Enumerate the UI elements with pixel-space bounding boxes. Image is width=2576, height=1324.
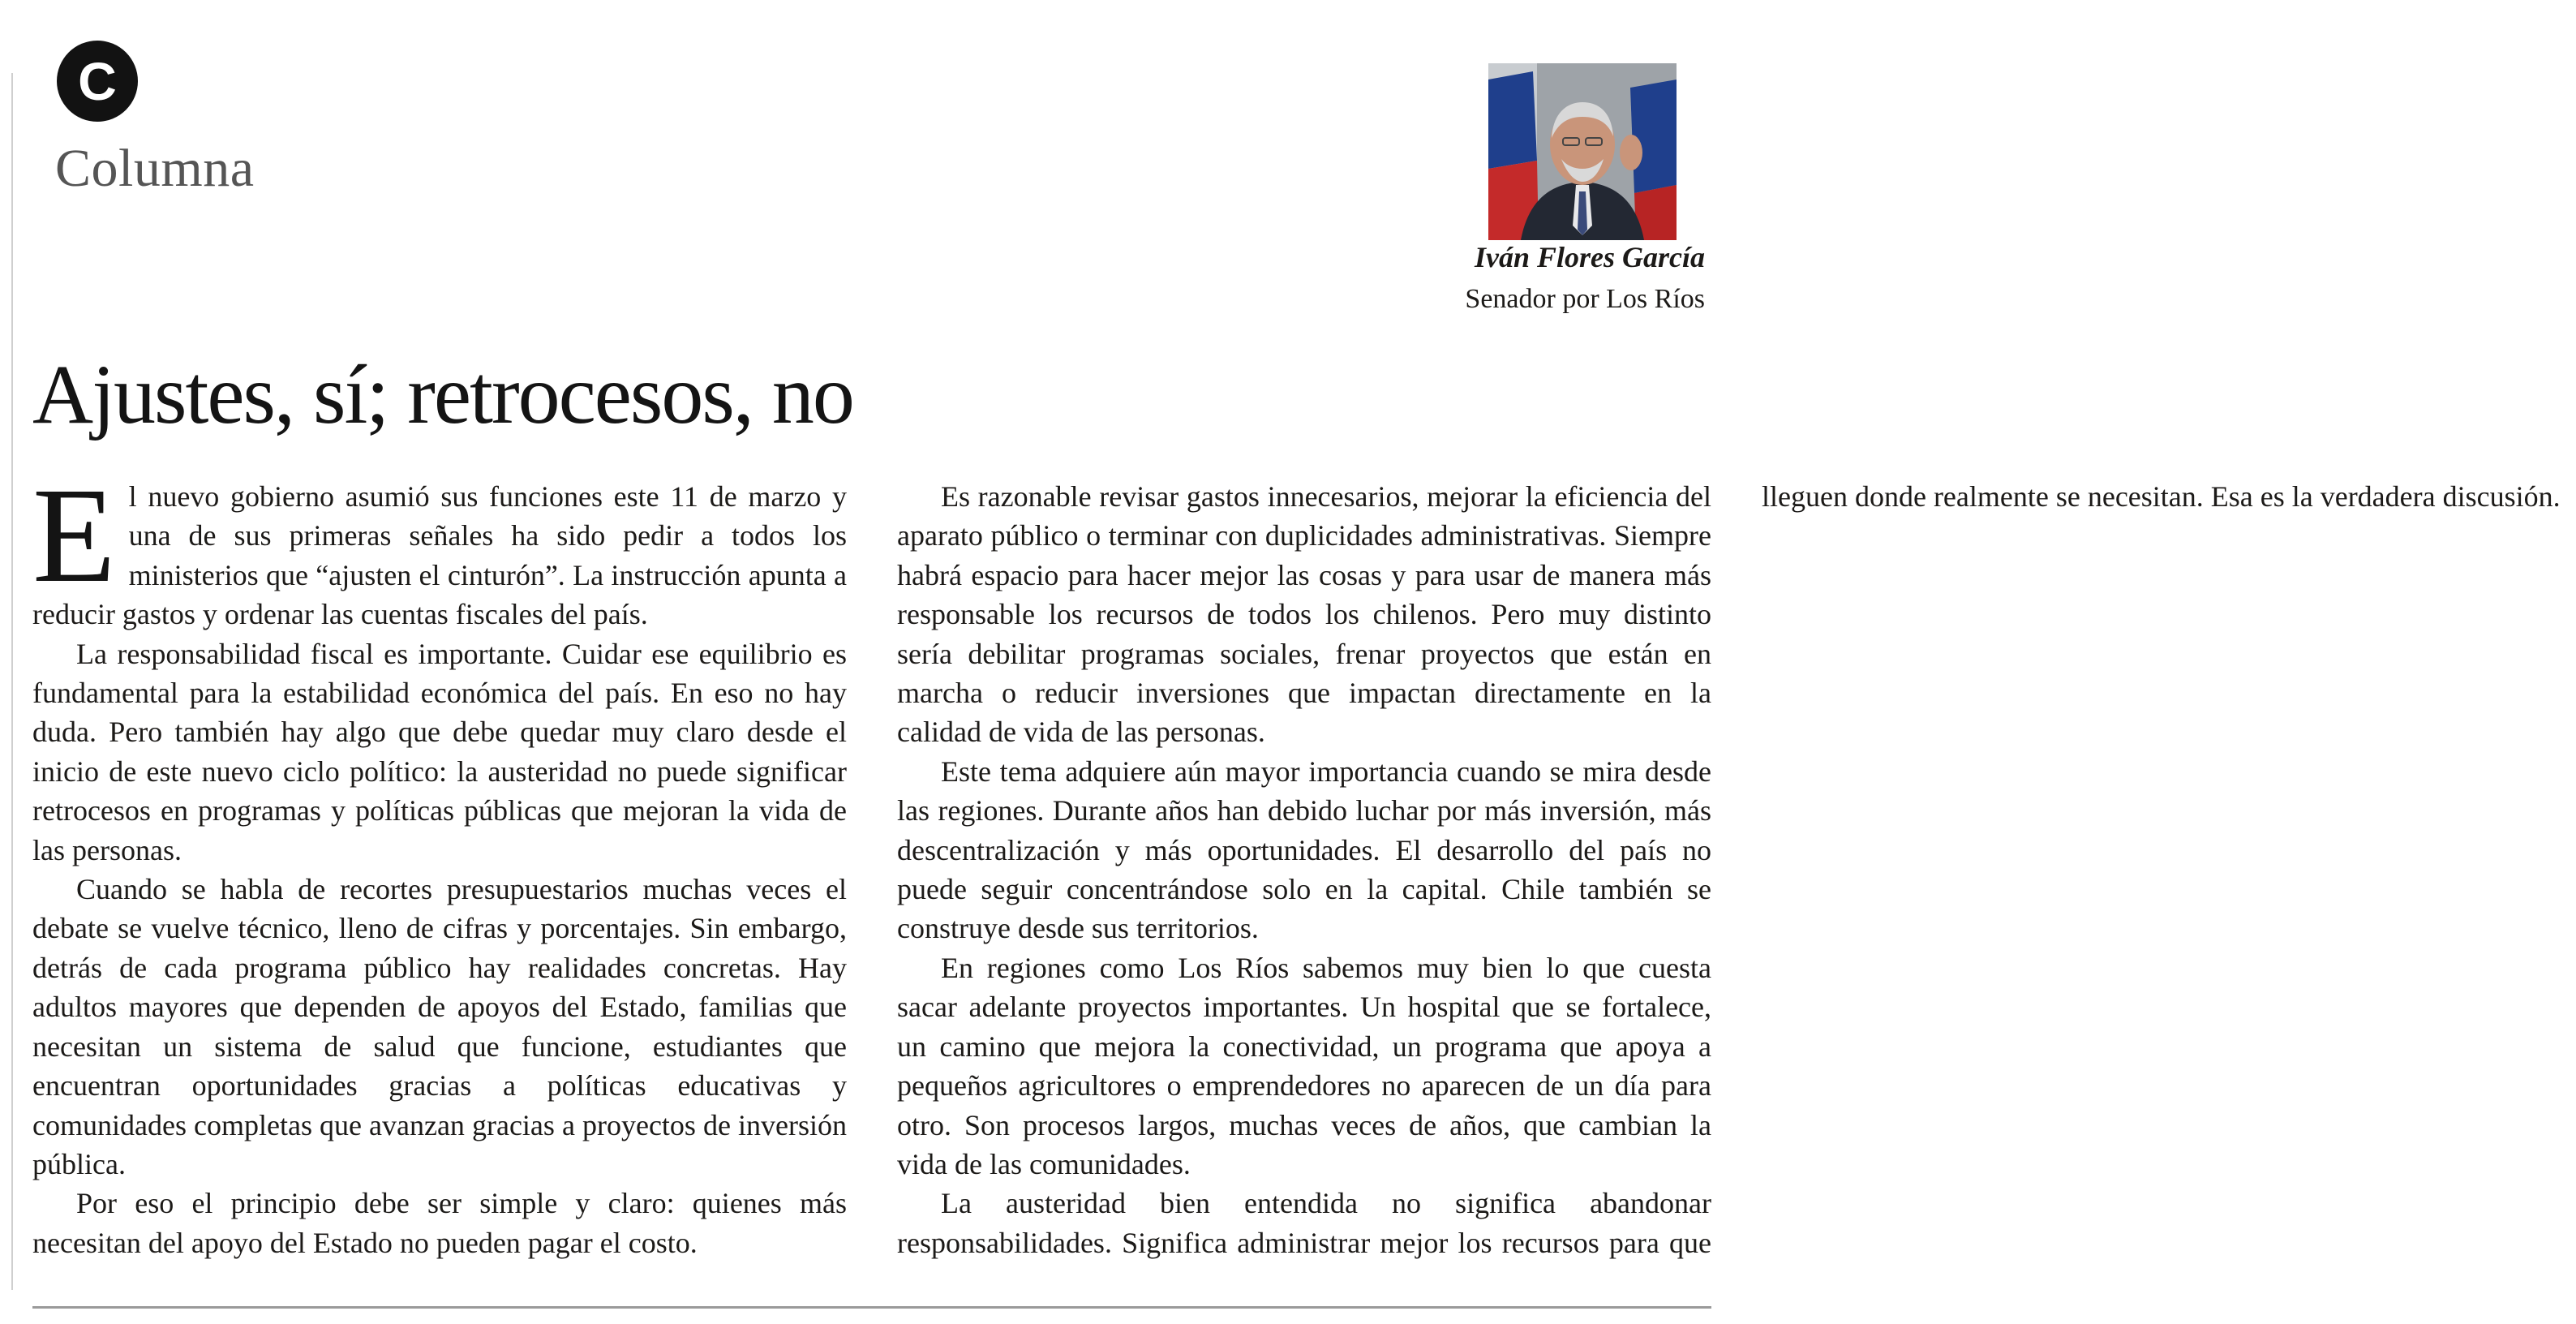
left-margin-rule (11, 73, 13, 1290)
article-paragraph: Cuando se habla de recortes presupuestarios muchas veces el debate se vuelve técnico, lleno de cifras y porcentajes. Sin embargo, detrás de cada programa público hay realidades concretas. Hay adultos mayores que dependen de apoyos del Estado, familias que necesitan un sistema de salud que funcione, estudiantes que encuentran oportunidades gracias a políticas educativas y comunidades completas que avanzan gracias a proyectos de inversión pública. (32, 873, 847, 1180)
article-paragraph: Por eso el principio debe ser simple y claro: quienes más necesitan del apoyo del Estado no pueden pagar el costo. (32, 1187, 847, 1259)
article-paragraph: Este tema adquiere aún mayor importancia cuando se mira desde las regiones. Durante años han debido luchar por más inversión, más descentralización y más oportunidades. El desarrollo del país no puede seguir concentrándose solo en la capital. Chile también se construye desde sus territorios. (897, 754, 1711, 945)
section-label: Columna (55, 139, 255, 198)
bottom-rule (32, 1306, 1711, 1309)
article-paragraph: Es razonable revisar gastos innecesarios, mejorar la eficiencia del aparato público o terminar con duplicidades administrativas. Siempre habrá espacio para hacer mejor las cosas y para usar de manera más responsable los recursos de todos los chilenos. Pero muy distinto sería debilitar programas sociales, frenar proyectos que están en marcha o reducir inversiones que impactan directamente en la calidad de vida de las personas. (897, 480, 1711, 749)
author-portrait-icon (1488, 63, 1677, 240)
headline: Ajustes, sí; retrocesos, no (32, 348, 853, 441)
drop-cap: E (32, 460, 116, 611)
author-name: Iván Flores García (1474, 241, 1705, 273)
article-paragraph: La austeridad bien entendida no significa abandonar responsabilidades. Significa administrar mejor los recursos para que lleguen donde realmente se necesitan. Esa es la verdadera discusión. (897, 480, 2561, 1259)
article-paragraph: En regiones como Los Ríos sabemos muy bien lo que cuesta sacar adelante proyectos importantes. Un hospital que se fortalece, un camino que mejora la conectividad, un programa que apoya a pequeños agricultores o emprendedores no aparecen de un día para otro. Son procesos largos, muchas veces de años, que cambian la vida de las comunidades. (897, 951, 1711, 1180)
article-paragraph (32, 460, 847, 634)
author-role: Senador por Los Ríos (1465, 284, 1705, 314)
article-body (32, 460, 2561, 1298)
article-paragraph: La responsabilidad fiscal es importante. Cuidar ese equilibrio es fundamental para la estabilidad económica del país. En eso no hay duda. Pero también hay algo que debe quedar muy claro desde el inicio de este nuevo ciclo político: la austeridad no puede significar retrocesos en programas y políticas públicas que mejoran la vida de las personas. (32, 637, 847, 866)
paragraph-text: l nuevo gobierno asumió sus funciones este 11 de marzo y una de sus primeras señales ha sido pedir a todos los ministerios que “ajusten el cinturón”. La instrucción apunta a reducir gastos y ordenar las cuentas fiscales del país. (32, 480, 847, 631)
section-badge: C (57, 41, 138, 122)
